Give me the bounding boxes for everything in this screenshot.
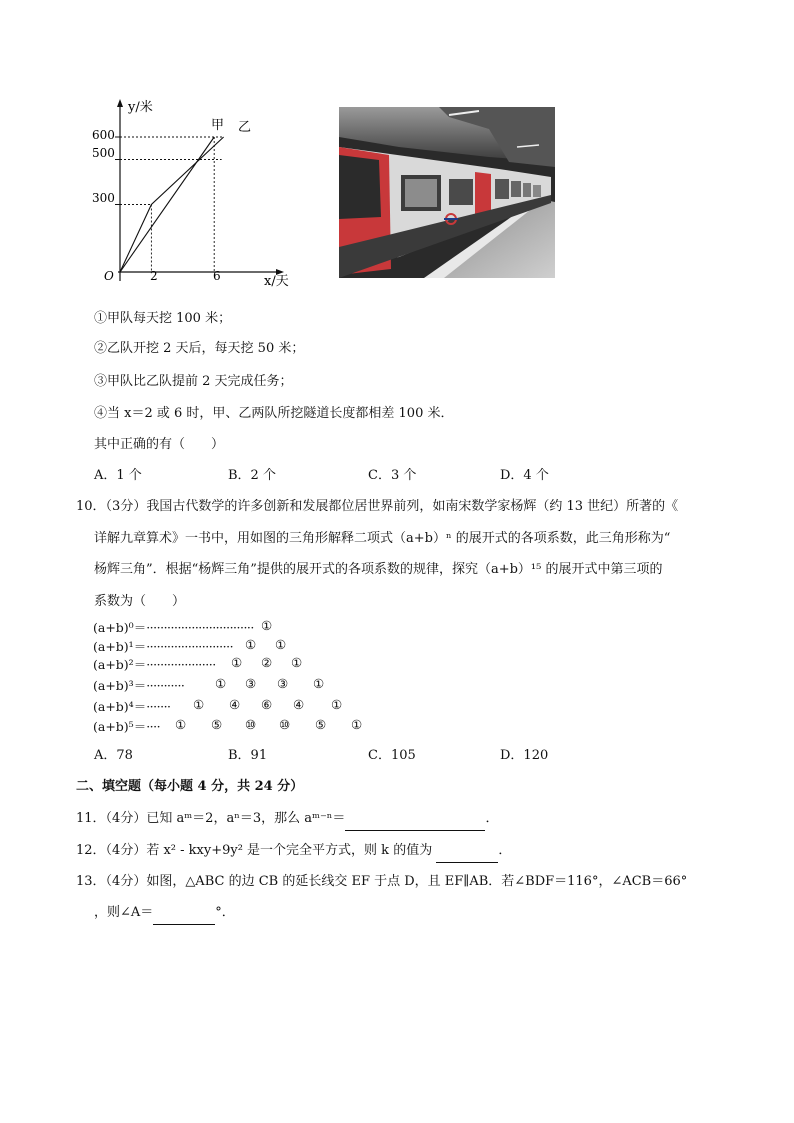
triangle-dots: ······························· <box>146 620 254 635</box>
graph-svg <box>88 95 308 295</box>
q9-option-c: C．3 个 <box>368 468 417 483</box>
q11-end: ． <box>485 811 499 826</box>
triangle-row-3 <box>93 676 325 694</box>
triangle-row-5 <box>93 717 363 735</box>
q9-statement-1: ①甲队每天挖 100 米； <box>94 311 232 326</box>
q9-statement-2: ②乙队开挖 2 天后，每天挖 50 米； <box>94 341 305 356</box>
coef: ⑤ <box>315 717 327 732</box>
q9-option-b: B．2 个 <box>228 468 276 483</box>
coef: ① <box>351 717 363 732</box>
q10-line-4: 系数为（ ） <box>94 594 186 609</box>
coef: ⑥ <box>261 697 273 712</box>
origin-label: O <box>104 269 114 283</box>
coef: ④ <box>293 697 305 712</box>
q12-text: 12．（4分）若 x² - kxy+9y² 是一个完全平方式，则 k 的值为 <box>76 843 437 858</box>
q13-line-1: 13．（4分）如图，△ABC 的边 CB 的延长线交 EF 于点 D，且 EF∥AB．若∠BDF＝116°，∠ACB＝66° <box>76 874 688 889</box>
q12-answer-blank[interactable] <box>436 844 498 863</box>
triangle-dots: ······· <box>146 699 171 714</box>
coef: ② <box>261 655 273 670</box>
q11-answer-blank[interactable] <box>345 812 485 831</box>
q13-line-2 <box>94 904 235 925</box>
q9-option-a: A．1 个 <box>94 468 142 483</box>
triangle-dots: ························· <box>146 639 234 654</box>
coef: ① <box>313 676 325 691</box>
q12-end: ． <box>498 843 512 858</box>
q9-statement-3: ③甲队比乙队提前 2 天完成任务； <box>94 374 293 389</box>
distance-time-graph <box>88 95 308 295</box>
series-label-yi: 乙 <box>238 120 252 135</box>
q13-answer-blank[interactable] <box>153 906 215 925</box>
triangle-lhs: (a+b)¹＝ <box>93 639 147 654</box>
x-tick-6: 6 <box>213 269 221 283</box>
coef: ⑤ <box>211 717 223 732</box>
q11-text: 11．（4分）已知 aᵐ＝2，aⁿ＝3，那么 aᵐ⁻ⁿ＝ <box>76 811 346 826</box>
coef: ① <box>231 655 243 670</box>
series-line-jia <box>120 137 214 272</box>
y-tick-300: 300 <box>92 191 115 205</box>
triangle-dots: ··········· <box>146 678 185 693</box>
triangle-row-1 <box>93 637 287 655</box>
q12 <box>76 842 511 863</box>
coef: ① <box>175 717 187 732</box>
coef: ④ <box>229 697 241 712</box>
q11 <box>76 810 498 831</box>
q10-option-a: A．78 <box>94 748 133 763</box>
q13-end: °． <box>215 905 235 920</box>
y-tick-600: 600 <box>92 128 115 142</box>
coef: ⑩ <box>245 717 257 732</box>
triangle-lhs: (a+b)³＝ <box>93 678 147 693</box>
coef: ① <box>331 697 343 712</box>
x-tick-2: 2 <box>150 269 158 283</box>
section-2-heading: 二、填空题（每小题 4 分，共 24 分） <box>76 779 304 794</box>
q10-option-c: C．105 <box>368 748 416 763</box>
triangle-dots: ···················· <box>146 657 216 672</box>
y-axis-label: y/米 <box>128 100 153 115</box>
y-axis-arrow <box>117 99 123 107</box>
coef: ③ <box>277 676 289 691</box>
coef: ① <box>275 637 287 652</box>
q10-option-d: D．120 <box>500 748 549 763</box>
q9-option-d: D．4 个 <box>500 468 549 483</box>
series-label-jia: 甲 <box>211 118 225 133</box>
series-line-yi <box>120 137 224 272</box>
q10-line-1: 10．（3分）我国古代数学的许多创新和发展都位居世界前列，如南宋数学家杨辉（约 13 世纪）所著的《 <box>76 499 679 514</box>
coef: ③ <box>245 676 257 691</box>
coef: ① <box>245 637 257 652</box>
coef: ① <box>193 697 205 712</box>
triangle-row-4 <box>93 697 343 715</box>
q9-prompt: 其中正确的有（ ） <box>94 437 225 452</box>
triangle-dots: ···· <box>146 719 161 734</box>
y-tick-500: 500 <box>92 146 115 160</box>
subway-train-photo <box>339 107 555 278</box>
triangle-lhs: (a+b)⁵＝ <box>93 719 147 734</box>
q10-option-b: B．91 <box>228 748 268 763</box>
triangle-lhs: (a+b)²＝ <box>93 657 147 672</box>
q10-line-3: 杨辉三角”．根据“杨辉三角”提供的展开式的各项系数的规律，探究（a+b）¹⁵ 的展开式中第三项的 <box>94 562 663 577</box>
q13-text: ，则∠A＝ <box>94 905 154 920</box>
triangle-row-0 <box>93 618 273 636</box>
coef: ① <box>261 618 273 633</box>
triangle-row-2 <box>93 655 303 673</box>
coef: ⑩ <box>279 717 291 732</box>
x-axis-label: x/天 <box>264 274 289 289</box>
triangle-lhs: (a+b)⁰＝ <box>93 620 147 635</box>
q9-statement-4: ④当 x＝2 或 6 时，甲、乙两队所挖隧道长度都相差 100 米． <box>94 406 454 421</box>
triangle-lhs: (a+b)⁴＝ <box>93 699 147 714</box>
coef: ① <box>215 676 227 691</box>
coef: ① <box>291 655 303 670</box>
q10-line-2: 详解九章算术》一书中，用如图的三角形解释二项式（a+b）ⁿ 的展开式的各项系数，此三角形称为“ <box>94 531 671 546</box>
